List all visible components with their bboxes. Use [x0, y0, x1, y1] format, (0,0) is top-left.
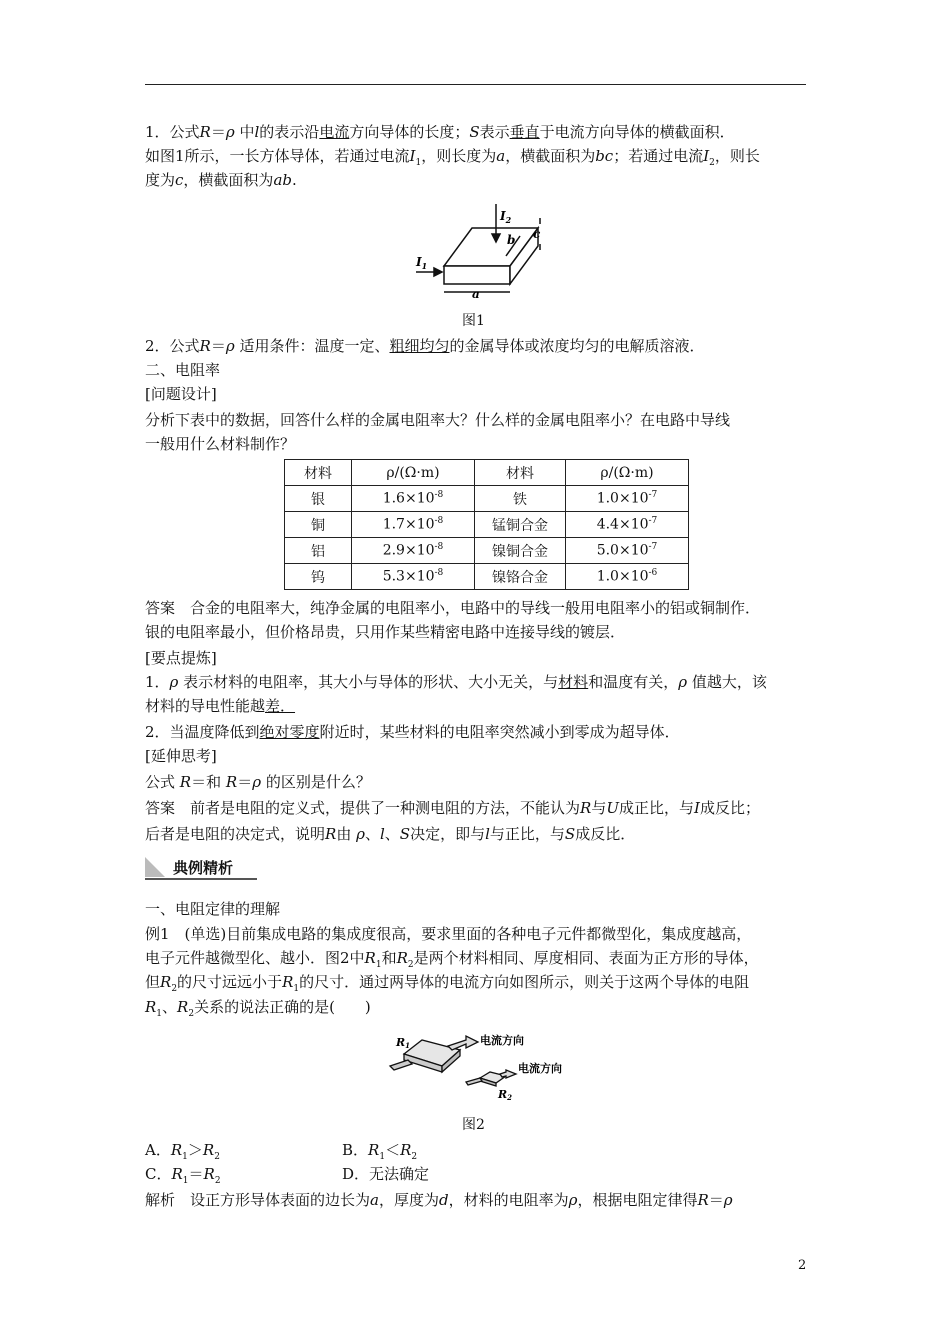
page-number: 2	[798, 1258, 807, 1273]
problem-design-label: [问题设计]	[145, 385, 217, 403]
extended-answer-line-1: 答案 前者是电阻的定义式，提供了一种测电阻的方法，不能认为R与U成正比，与I成反比；	[145, 799, 760, 817]
table-header-row: 材料 ρ/(Ω·m) 材料 ρ/(Ω·m)	[285, 460, 689, 486]
r2-input-current-arrow	[466, 1078, 482, 1085]
table-row: 钨 $5.3\times 10^{-8}$ 镍铬合金 $1.0\times 10^{-6}$	[285, 564, 689, 590]
example-line-3: 但$R_2$的尺寸远远小于$R_1$的尺寸．通过两导体的电流方向如图所示，则关于这两个导体的电阻	[145, 973, 750, 994]
example-line-4: $R_1$、$R_2$关系的说法正确的是( )	[145, 998, 371, 1019]
question-line-2: 一般用什么材料制作？	[145, 435, 296, 453]
examples-banner	[145, 855, 257, 881]
formula-note-line-3: 度为c，横截面积为ab.	[145, 171, 297, 189]
key-point-1-line-2: 材料的导电性能越差．	[145, 697, 296, 715]
option-d: D．无法确定	[342, 1165, 430, 1183]
question-line-1: 分析下表中的数据，回答什么样的金属电阻率大？什么样的金属电阻率小？在电路中导线	[145, 411, 731, 429]
formula-note-line-2: 如图1所示，一长方体导体，若通过电流$I_1$，则长度为a，横截面积为bc；若通过电流$I_2$，则长	[145, 147, 760, 168]
analysis-line: 解析 设正方形导体表面的边长为a，厚度为d，材料的电阻率为ρ，根据电阻定律得R＝ρ	[145, 1191, 733, 1209]
answer-line-1: 答案 合金的电阻率大，纯净金属的电阻率小，电路中的导线一般用电阻率小的铝或铜制作．	[145, 599, 761, 617]
figure-1-caption: 图1	[462, 313, 485, 329]
formula-condition-line: 2．公式R＝ρ 适用条件：温度一定、粗细均匀的金属导体或浓度均匀的电解质溶液．	[145, 337, 705, 355]
svg-text:电流方向: 电流方向	[480, 1034, 524, 1047]
extended-answer-line-2: 后者是电阻的决定式，说明R由 ρ、l、S决定，即与l与正比，与S成反比．	[145, 825, 636, 843]
header-rule	[145, 84, 806, 85]
example-line-1: 例1 (单选)目前集成电路的集成度很高，要求里面的各种电子元件都微型化，集成度越高，	[145, 925, 752, 943]
r1-input-current-arrow	[390, 1060, 412, 1070]
svg-text:I2: $I_2$	[500, 209, 512, 225]
figure-2-conductors	[382, 1026, 582, 1104]
r2-output-current-arrow	[500, 1070, 516, 1078]
example-line-2: 电子元件越微型化、越小．图2中$R_1$和$R_2$是两个材料相同、厚度相同、表面为正方形的导体，	[145, 949, 759, 970]
answer-line-2: 银的电阻率最小，但价格昂贵，只用作某些精密电路中连接导线的镀层．	[145, 623, 626, 641]
banner-corner-icon	[145, 857, 165, 877]
table-row: 铝 $2.9\times 10^{-8}$ 镍铜合金 $5.0\times 10^{-7}$	[285, 538, 689, 564]
formula-note-line-1: 1．公式R＝ρ 中l的表示沿电流方向导体的长度；S表示垂直于电流方向导体的横截面积．	[145, 123, 735, 141]
key-point-2: 2．当温度降低到绝对零度附近时，某些材料的电阻率突然减小到零成为超导体．	[145, 723, 680, 741]
key-points-label: [要点提炼]	[145, 649, 217, 667]
banner-title: 典例精析	[173, 859, 234, 877]
table-row: 铜 $1.7\times 10^{-8}$ 锰铜合金 $4.4\times 10^{-7}$	[285, 512, 689, 538]
option-c: C．$R_1=R_2$	[145, 1165, 221, 1186]
table-row: 银 $1.6\times 10^{-8}$ 铁 $1.0\times 10^{-7}$	[285, 486, 689, 512]
section-heading-resistivity: 二、电阻率	[145, 361, 221, 379]
extended-question: 公式 R＝和 R＝ρ 的区别是什么？	[145, 773, 371, 791]
subsection-heading: 一、电阻定律的理解	[145, 900, 281, 918]
svg-text:R2: R2	[498, 1088, 513, 1102]
extended-thinking-label: [延伸思考]	[145, 747, 217, 765]
key-point-1-line-1: 1．ρ 表示材料的电阻率，其大小与导体的形状、大小无关，与材料和温度有关，ρ 值越大，该	[145, 673, 767, 691]
svg-text:b: b	[507, 233, 516, 247]
svg-text:电流方向: 电流方向	[518, 1062, 562, 1075]
svg-text:c: c	[533, 227, 541, 241]
r1-output-current-arrow	[448, 1036, 478, 1050]
option-b: B．$R_1<R_2$	[342, 1141, 418, 1162]
banner-underline	[145, 878, 257, 880]
svg-text:R1: R1	[396, 1036, 411, 1050]
svg-text:a: a	[472, 287, 480, 300]
cuboid-front-face	[444, 266, 510, 284]
option-a: A．$R_1>R_2$	[145, 1141, 220, 1162]
figure-2-caption: 图2	[462, 1117, 485, 1133]
resistivity-table	[284, 459, 689, 590]
svg-text:I1: $I_1$	[416, 255, 428, 271]
figure-1-cuboid	[410, 198, 550, 300]
